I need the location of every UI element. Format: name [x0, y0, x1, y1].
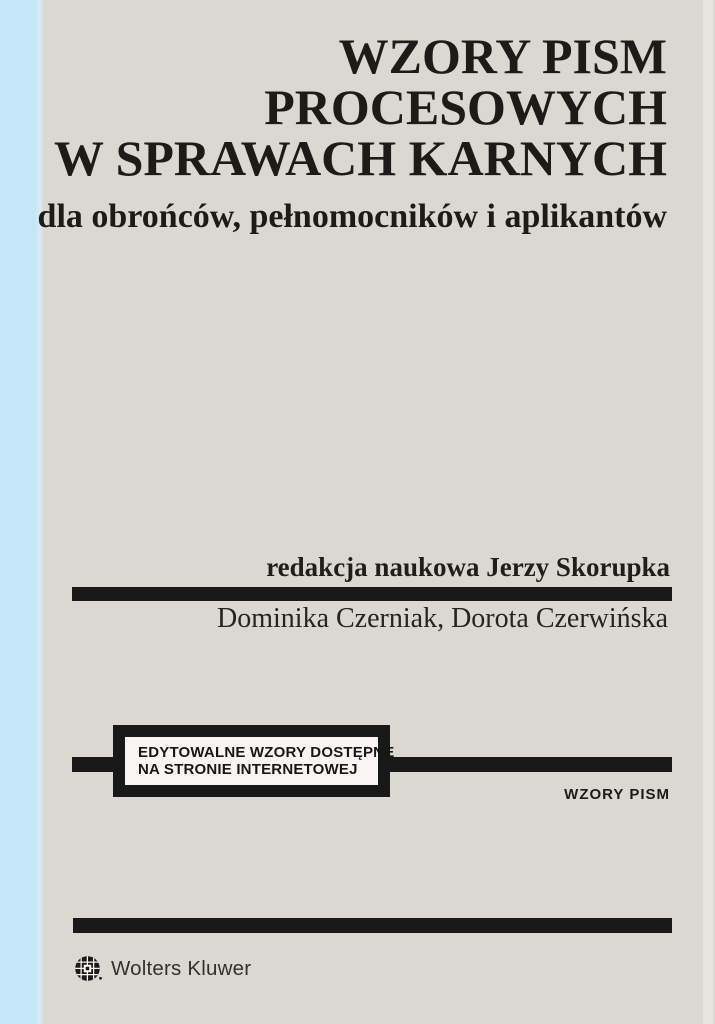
badge-line-1: EDYTOWALNE WZORY DOSTĘPNE [138, 743, 395, 761]
wolters-kluwer-pixel-globe-icon [75, 955, 103, 983]
editable-templates-badge [113, 725, 395, 797]
authors-credit: Dominika Czerniak, Dorota Czerwińska [217, 603, 668, 634]
editor-credit: redakcja naukowa Jerzy Skorupka [266, 552, 670, 582]
publisher-name: Wolters Kluwer [111, 957, 252, 980]
title-line-1: WZORY PISM [338, 28, 667, 84]
title-line-2: PROCESOWYCH [264, 79, 667, 135]
publisher-logo [75, 955, 251, 983]
series-label: WZORY PISM [564, 786, 670, 803]
book-title [53, 28, 667, 186]
book-subtitle: dla obrońców, pełnomocników i aplikantów [37, 198, 667, 235]
title-line-3: W SPRAWACH KARNYCH [53, 130, 667, 186]
left-blue-stripe [0, 0, 44, 1024]
badge-line-2: NA STRONIE INTERNETOWEJ [138, 761, 358, 778]
right-page-edge-highlight [703, 0, 713, 1024]
horizontal-rule-middle [72, 587, 672, 601]
horizontal-rule-bottom [73, 918, 672, 933]
